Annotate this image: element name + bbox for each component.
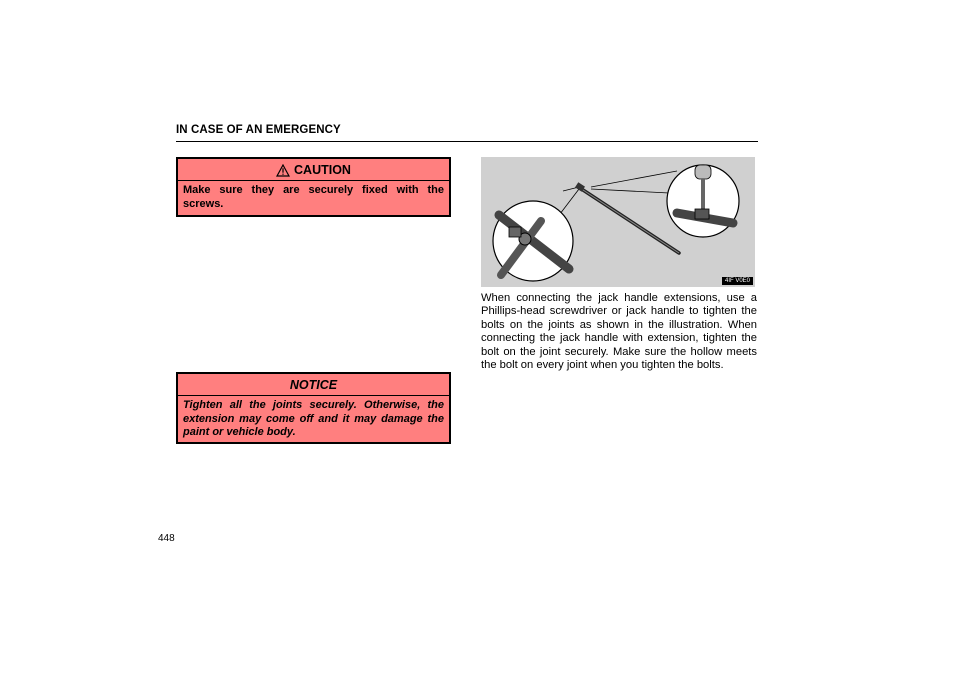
notice-box [176,372,451,444]
header-rule [176,141,758,142]
page-number: 448 [158,533,175,544]
notice-heading: NOTICE [178,374,449,396]
caution-text: Make sure they are securely fixed with the screws. [183,184,444,210]
figure-code: 4IF V0E0 [722,277,753,285]
caution-box [176,157,451,217]
jack-handle-drawing [481,157,755,287]
notice-text: Tighten all the joints securely. Otherwise, the extension may come off and it may damage the paint or vehicle body. [183,399,444,438]
section-header: IN CASE OF AN EMERGENCY [176,124,341,136]
caution-heading-row [178,159,449,181]
warning-triangle-icon [276,164,290,180]
caution-heading: CAUTION [294,163,351,177]
jack-handle-illustration [481,157,755,287]
instruction-paragraph: When connecting the jack handle extensions, use a Phillips-head screwdriver or jack handle to tighten the bolts on the joints as shown in the illustration. When connecting the jack handle with extension, tighten the bolt on the joint securely. Make sure the hollow meets the bolt on every joint when you tighten the bolts. [481,292,757,372]
